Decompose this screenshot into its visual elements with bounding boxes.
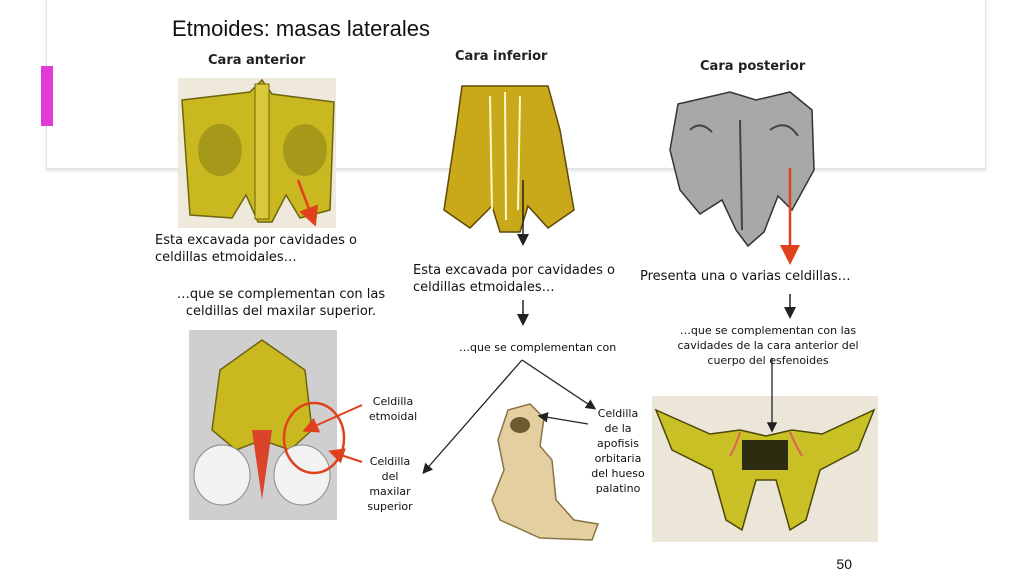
slide-title: Etmoides: masas laterales [172,16,430,41]
ethmoid-posterior-image [670,92,814,260]
ethmoid-inferior-image [444,86,574,243]
coronal-section-image [189,330,362,520]
inferior-text-2: …que se complementan con [459,341,617,354]
heading-cara-posterior: Cara posterior [700,59,806,74]
ethmoid-anterior-image [178,78,336,228]
page-number: 50 [836,556,852,572]
label-celdilla-palatino: Celdilla de la apofisis orbitaria del hueso palatino [591,407,645,495]
label-celdilla-maxilar: Celdilla del maxilar superior [367,455,413,513]
palatine-bone-image [492,404,598,540]
label-celdilla-etmoidal: Celdilla etmoidal [368,395,418,423]
inferior-text-1: Esta excavada por cavidades o celdillas etmoidales… [413,263,615,295]
posterior-text-2: …que se complementan con las cavidades de la cara anterior del cuerpo del esfenoides [677,324,859,367]
anterior-text-1: Esta excavada por cavidades o celdillas etmoidales… [155,233,357,265]
posterior-text-1: Presenta una o varias celdillas… [640,269,851,284]
heading-cara-inferior: Cara inferior [455,49,548,64]
heading-cara-anterior: Cara anterior [208,53,306,68]
sphenoid-image [652,358,878,542]
anterior-text-2: …que se complementan con las celdillas del maxilar superior. [176,287,386,319]
